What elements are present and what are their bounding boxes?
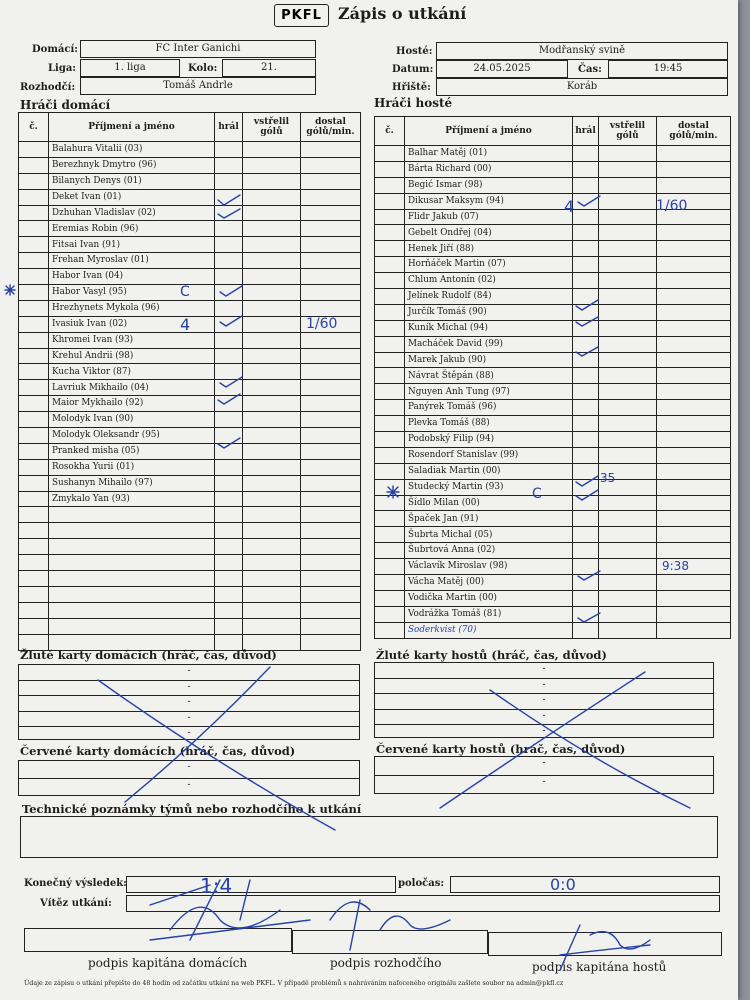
name-cell: Špaček Jan (91): [405, 511, 573, 527]
name-cell: Molodyk Oleksandr (95): [49, 428, 215, 444]
name-cell: Deket Ivan (01): [49, 189, 215, 205]
name-cell: Macháček David (99): [405, 336, 573, 352]
name-cell: Sushanyn Mihailo (97): [49, 475, 215, 491]
name-cell: Krehul Andrii (98): [49, 348, 215, 364]
cross-out-mark: [98, 680, 335, 830]
name-cell: Vodrážka Tomáš (81): [405, 606, 573, 622]
name-cell: Vácha Matěj (00): [405, 575, 573, 591]
footer-note: Údaje ze zápisu o utkání přepište do 48 hodin od začátku utkání na web PKFL. V případě problémů s nahráváním nafoceného originálu zašlete soubor na admin@pkfl.cz: [24, 980, 564, 987]
winner-label: Vítěz utkání:: [40, 898, 112, 909]
name-cell: Saladiak Martin (00): [405, 463, 573, 479]
name-cell: Gebelt Ondřej (04): [405, 225, 573, 241]
home-players-title: Hráči domácí: [20, 98, 111, 112]
card-line: -: [187, 728, 191, 739]
name-cell: Balhar Matěj (01): [405, 146, 573, 162]
away-captain-signature-label: podpis kapitána hostů: [532, 960, 667, 974]
final-score-mark: 1:4: [200, 874, 233, 898]
home-team-name: FC Inter Ganichi: [155, 43, 241, 54]
name-cell: Návrat Štěpán (88): [405, 368, 573, 384]
name-cell: Václavík Miroslav (98): [405, 559, 573, 575]
captain-mark-away: C: [532, 486, 542, 502]
checkmark-icon: [576, 490, 598, 500]
away-captain-signature: [560, 925, 650, 970]
name-cell: Chlum Antonín (02): [405, 273, 573, 289]
red-home-title: Červené karty domácích (hráč, čas, důvod): [20, 744, 296, 758]
name-cell: Vodička Martin (00): [405, 590, 573, 606]
league-value: 1. liga: [114, 62, 146, 73]
name-cell: Marek Jakub (90): [405, 352, 573, 368]
round-value: 21.: [261, 62, 277, 73]
name-cell: Jelínek Rudolf (84): [405, 289, 573, 305]
name-cell: Ivasiuk Ivan (02): [49, 316, 215, 332]
name-cell: Molodyk Ivan (90): [49, 412, 215, 428]
card-line: -: [375, 757, 713, 776]
col-name: Příjmení a jméno: [49, 113, 215, 142]
halftime-label: poločas:: [398, 878, 445, 889]
pitch-value: Koráb: [566, 81, 598, 92]
card-line: -: [19, 665, 359, 681]
pitch-label: Hřiště:: [392, 82, 431, 93]
star-icon: [387, 486, 399, 498]
col-conceded: dostal gólů/min.: [657, 117, 731, 146]
checkmark-icon: [576, 317, 598, 326]
name-cell: Kucha Viktor (87): [49, 364, 215, 380]
name-cell: Horňáček Martin (07): [405, 257, 573, 273]
round-label: Kolo:: [188, 63, 218, 74]
home-label: Domácí:: [32, 44, 78, 55]
name-cell: Studecký Martin (93): [405, 479, 573, 495]
name-cell: Dikusar Maksym (94): [405, 193, 573, 209]
away-minute-b: 9:38: [662, 559, 689, 573]
name-cell: Šubrtová Anna (02): [405, 543, 573, 559]
red-away-title: Červené karty hostů (hráč, čas, důvod): [376, 742, 626, 756]
name-cell: Maior Mykhailo (92): [49, 396, 215, 412]
name-cell: Hrezhynets Mykola (96): [49, 300, 215, 316]
card-line: -: [187, 780, 191, 790]
checkmark-icon: [218, 438, 240, 448]
name-cell: Panýrek Tomáš (96): [405, 400, 573, 416]
col-scored: vstřelil gólů: [599, 117, 657, 146]
name-cell: Flidr Jakub (07): [405, 209, 573, 225]
name-cell: Plevka Tomáš (88): [405, 416, 573, 432]
away-players-title: Hráči hosté: [374, 96, 453, 110]
card-line: -: [19, 681, 359, 697]
name-cell: Balahura Vitalii (03): [49, 142, 215, 158]
home-conceded-mark: 1/60: [306, 316, 338, 332]
name-cell: Habor Vasyl (95): [49, 285, 215, 301]
final-result-label: Konečný výsledek:: [24, 878, 127, 889]
name-cell: Pranked misha (05): [49, 443, 215, 459]
col-name: Příjmení a jméno: [405, 117, 573, 146]
halftime-score-mark: 0:0: [550, 875, 576, 894]
tech-notes-title: Technické poznámky týmů nebo rozhodčího k utkání: [22, 802, 362, 816]
name-cell: Nguyen Anh Tung (97): [405, 384, 573, 400]
card-line: -: [19, 712, 359, 728]
checkmark-icon: [578, 613, 600, 622]
checkmark-icon: [218, 209, 240, 218]
yellow-home-title: Žluté karty domácích (hráč, čas, důvod): [20, 648, 277, 662]
name-cell: Rosokha Yurii (01): [49, 459, 215, 475]
name-cell: Dzhuhan Vladislav (02): [49, 205, 215, 221]
name-cell: Khromei Ivan (93): [49, 332, 215, 348]
date-label: Datum:: [392, 64, 434, 75]
col-scored: vstřelil gólů: [243, 113, 301, 142]
name-cell: Podobský Filip (94): [405, 432, 573, 448]
star-icon: [5, 285, 15, 295]
checkmark-icon: [218, 195, 240, 205]
name-cell: Frehan Myroslav (01): [49, 253, 215, 269]
page-title: Zápis o utkání: [338, 4, 467, 23]
name-cell: Šubrta Michal (05): [405, 527, 573, 543]
col-number: č.: [375, 117, 405, 146]
away-label: Hosté:: [396, 46, 433, 57]
checkmark-icon: [576, 300, 598, 310]
referee-label: Rozhodčí:: [20, 82, 76, 93]
home-captain-signature-label: podpis kapitána domácích: [88, 956, 248, 970]
away-team-name: Modřanský svině: [538, 45, 626, 56]
away-goals-mark: 4: [564, 197, 575, 216]
referee-signature-label: podpis rozhodčího: [330, 956, 442, 970]
card-line: -: [542, 777, 546, 787]
name-cell: Eremias Robin (96): [49, 221, 215, 237]
home-goals-mark: 4: [180, 315, 191, 334]
name-cell: Jurčík Tomáš (90): [405, 304, 573, 320]
col-played: hrál: [215, 113, 243, 142]
card-line: -: [19, 696, 359, 712]
checkmark-icon: [220, 377, 242, 387]
away-minute-a: 35: [600, 471, 616, 485]
cross-out-mark: [440, 672, 645, 808]
name-cell: Bárta Richard (00): [405, 161, 573, 177]
checkmark-icon: [576, 347, 598, 356]
name-cell: Begić Ismar (98): [405, 177, 573, 193]
name-cell: Šídlo Milan (00): [405, 495, 573, 511]
yellow-away-title: Žluté karty hostů (hráč, čas, důvod): [376, 648, 607, 662]
name-cell: Kuník Michal (94): [405, 320, 573, 336]
name-cell: Zmykalo Yan (93): [49, 491, 215, 507]
checkmark-icon: [576, 476, 598, 486]
name-cell: Lavriuk Mikhailo (04): [49, 380, 215, 396]
card-line: -: [375, 663, 713, 679]
col-conceded: dostal gólů/min.: [301, 113, 361, 142]
name-cell: Berezhnyk Dmytro (96): [49, 157, 215, 173]
name-cell: Bilanych Denys (01): [49, 173, 215, 189]
card-line: -: [19, 761, 359, 779]
name-cell: Soderkvist (70): [405, 622, 573, 638]
col-played: hrál: [573, 117, 599, 146]
name-cell: Habor Ivan (04): [49, 269, 215, 285]
card-line: -: [542, 726, 546, 737]
card-line: -: [375, 710, 713, 726]
referee-signature: [330, 900, 450, 950]
name-cell: Fitsai Ivan (91): [49, 237, 215, 253]
checkmark-icon: [578, 196, 600, 206]
card-line: -: [375, 694, 713, 710]
captain-mark-home: C: [180, 284, 190, 300]
checkmark-icon: [220, 286, 242, 296]
checkmark-icon: [578, 571, 600, 580]
cross-out-mark: [125, 667, 270, 802]
name-cell: Henek Jiří (88): [405, 241, 573, 257]
checkmark-icon: [220, 316, 242, 326]
referee-name: Tomáš Andrle: [163, 80, 233, 91]
name-cell: Rosendorf Stanislav (99): [405, 447, 573, 463]
away-conceded-mark: 1/60: [656, 198, 688, 214]
time-label: Čas:: [578, 64, 602, 75]
checkmark-icon: [218, 394, 240, 404]
card-line: -: [375, 679, 713, 695]
col-number: č.: [19, 113, 49, 142]
date-value: 24.05.2025: [473, 63, 531, 74]
time-value: 19:45: [653, 63, 683, 74]
pkfl-logo: PKFL: [274, 4, 329, 27]
league-label: Liga:: [48, 63, 76, 74]
